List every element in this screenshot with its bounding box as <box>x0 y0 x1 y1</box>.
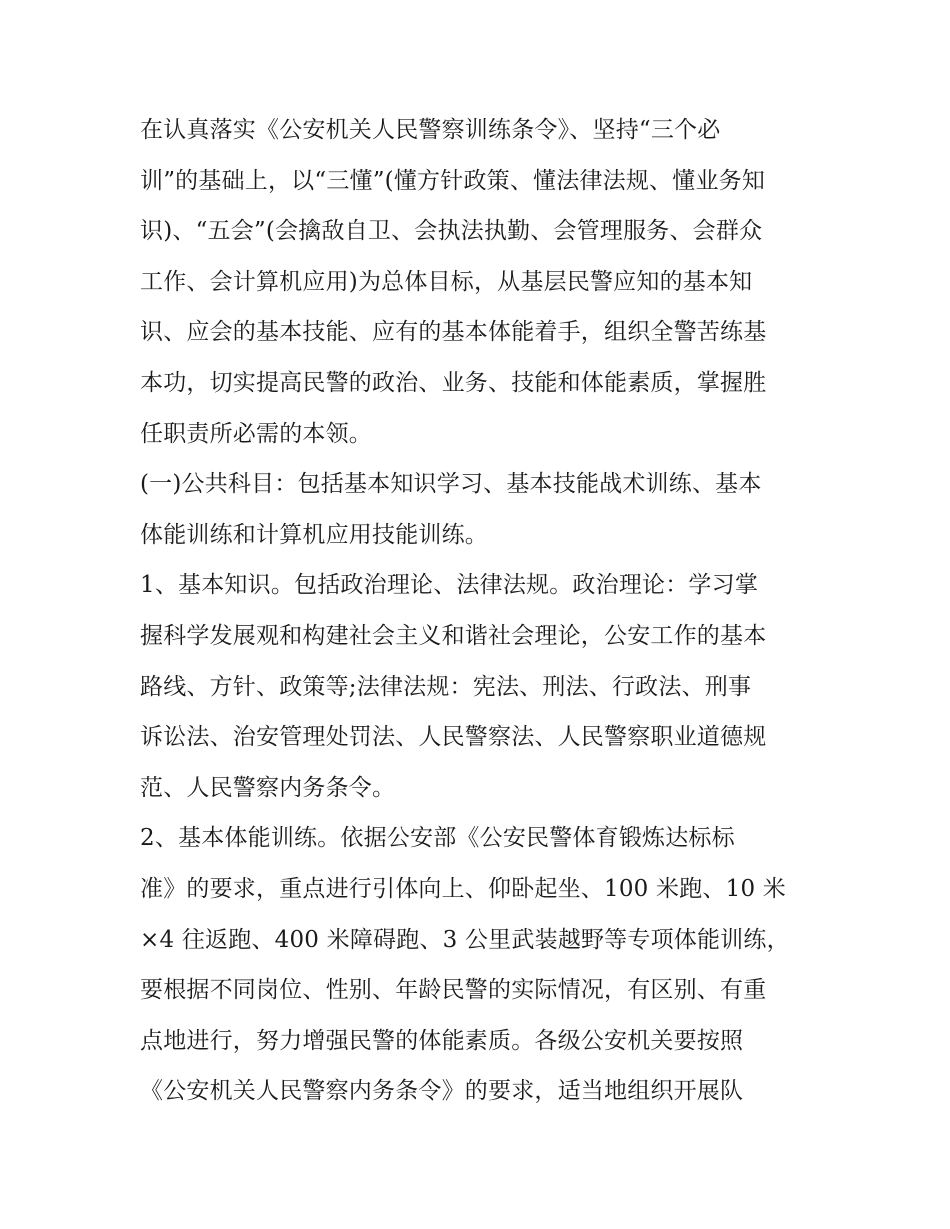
numbered-item-line: 2、基本体能训练。依据公安部《公安民警体育锻炼达标标 <box>140 825 735 852</box>
text-line: 要根据不同岗位、性别、年龄民警的实际情况，有区别、有重 <box>140 977 767 1004</box>
text-line: 握科学发展观和构建社会主义和谐社会理论，公安工作的基本 <box>140 622 767 649</box>
text-line: 任职责所必需的本领。 <box>140 420 372 447</box>
text-line: ×4 往返跑、400 米障碍跑、3 公里武装越野等专项体能训练， <box>140 926 790 953</box>
text-line: 体能训练和计算机应用技能训练。 <box>140 521 488 548</box>
text-line: 点地进行，努力增强民警的体能素质。各级公安机关要按照 <box>140 1027 744 1054</box>
text-line: 工作、会计算机应用)为总体目标，从基层民警应知的基本知 <box>140 268 753 295</box>
text-line: 诉讼法、治安管理处罚法、人民警察法、人民警察职业道德规 <box>140 724 767 751</box>
text-line: 本功，切实提高民警的政治、业务、技能和体能素质，掌握胜 <box>140 369 767 396</box>
text-line: 在认真落实《公安机关人民警察训练条令》、坚持“三个必 <box>140 117 721 143</box>
text-line: 路线、方针、政策等;法律法规：宪法、刑法、行政法、刑事 <box>140 673 752 700</box>
numbered-item-line: 1、基本知识。包括政治理论、法律法规。政治理论：学习掌 <box>140 572 759 599</box>
document-body <box>140 105 812 1117</box>
text-line: 训”的基础上，以“三懂”(懂方针政策、懂法律法规、懂业务知 <box>140 167 766 194</box>
text-line: 准》的要求，重点进行引体向上、仰卧起坐、100 米跑、10 米 <box>140 875 786 902</box>
text-line: 范、人民警察内务条令。 <box>140 774 396 801</box>
text-line: 识、应会的基本技能、应有的基本体能着手，组织全警苦练基 <box>140 319 767 346</box>
text-line: 《公安机关人民警察内务条令》的要求，适当地组织开展队 <box>140 1078 744 1105</box>
text-line: 识)、“五会”(会擒敌自卫、会执法执勤、会管理服务、会群众 <box>140 218 763 245</box>
section-heading-line: (一)公共科目：包括基本知识学习、基本技能战术训练、基本 <box>140 471 762 498</box>
